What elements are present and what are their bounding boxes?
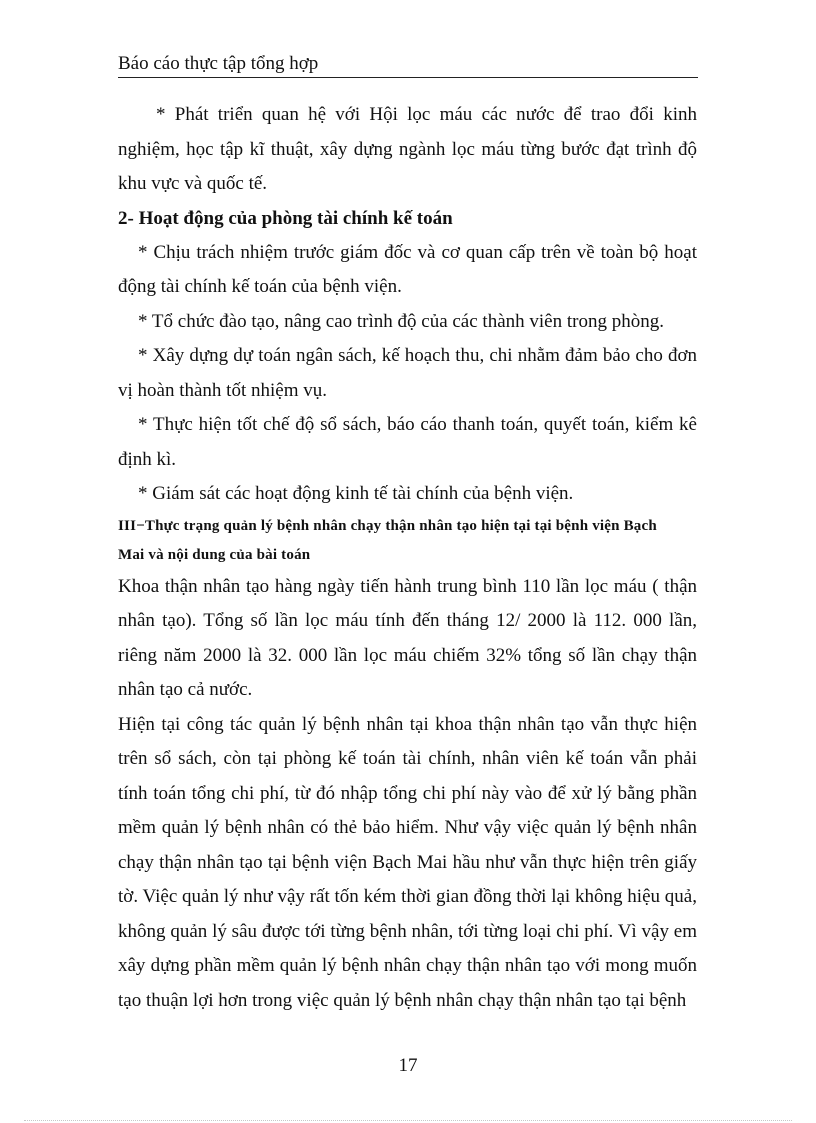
page-bottom-divider: [24, 1120, 792, 1121]
section-heading-line-1: III−Thực trạng quản lý bệnh nhân chạy thận nhân tạo hiện tại tại bệnh viện Bạch: [118, 517, 657, 534]
paragraph-current-management: Hiện tại công tác quản lý bệnh nhân tại khoa thận nhân tạo vẫn thực hiện trên sổ sách, còn tại phòng kế toán tài chính, nhân viên kế toán vẫn phải tính toán tổng chi phí, từ đó nhập tổng chi phí này vào để xử lý bằng phần mềm quản lý bệnh nhân có thẻ bảo hiểm. Như vậy việc quản lý bệnh nhân chạy thận nhân tạo tại bệnh viện Bạch Mai hầu như vẫn thực hiện trên giấy tờ. Việc quản lý như vậy rất tốn kém thời gian đồng thời lại không hiệu quả, không quản lý sâu được tới từng bệnh nhân, tới từng loại chi phí. Vì vậy em xây dựng phần mềm quản lý bệnh nhân chạy thận nhân tạo với mong muốn tạo thuận lợi hơn trong việc quản lý bệnh nhân chạy thận nhân tạo tại bệnh: [118, 713, 697, 1011]
paragraph-exchange-experience: * Phát triển quan hệ với Hội lọc máu các nước để trao đổi kinh nghiệm, học tập kĩ thuật, xây dựng ngành lọc máu từng bước đạt trình độ khu vực và quốc tế.: [118, 104, 697, 194]
paragraph-budget: * Xây dựng dự toán ngân sách, kế hoạch thu, chi nhằm đảm bảo cho đơn vị hoàn thành tốt nhiệm vụ.: [118, 345, 697, 401]
section-heading-line-2: Mai và nội dung của bài toán: [118, 546, 311, 563]
section-heading-finance: 2- Hoạt động của phòng tài chính kế toán: [118, 207, 453, 229]
paragraph-bookkeeping: * Thực hiện tốt chế độ sổ sách, báo cáo thanh toán, quyết toán, kiểm kê định kì.: [118, 414, 697, 470]
page-number: 17: [398, 1055, 418, 1076]
paragraph-training: * Tổ chức đào tạo, nâng cao trình độ của các thành viên trong phòng.: [138, 310, 664, 332]
section-heading-current-state: [118, 512, 697, 570]
paragraph-supervision: * Giám sát các hoạt động kinh tế tài chính của bệnh viện.: [138, 483, 574, 504]
paragraph-responsibility: * Chịu trách nhiệm trước giám đốc và cơ quan cấp trên về toàn bộ hoạt động tài chính kế toán của bệnh viện.: [118, 241, 697, 297]
paragraph-dialysis-stats: Khoa thận nhân tạo hàng ngày tiến hành trung bình 110 lần lọc máu ( thận nhân tạo). Tổng số lần lọc máu tính đến tháng 12/ 2000 là 112. 000 lần, riêng năm 2000 là 32. 000 lần lọc máu chiếm 32% tổng số lần chạy thận nhân tạo cả nước.: [118, 575, 697, 700]
page-content: [118, 98, 697, 1018]
page-header: Báo cáo thực tập tổng hợp: [118, 52, 698, 78]
